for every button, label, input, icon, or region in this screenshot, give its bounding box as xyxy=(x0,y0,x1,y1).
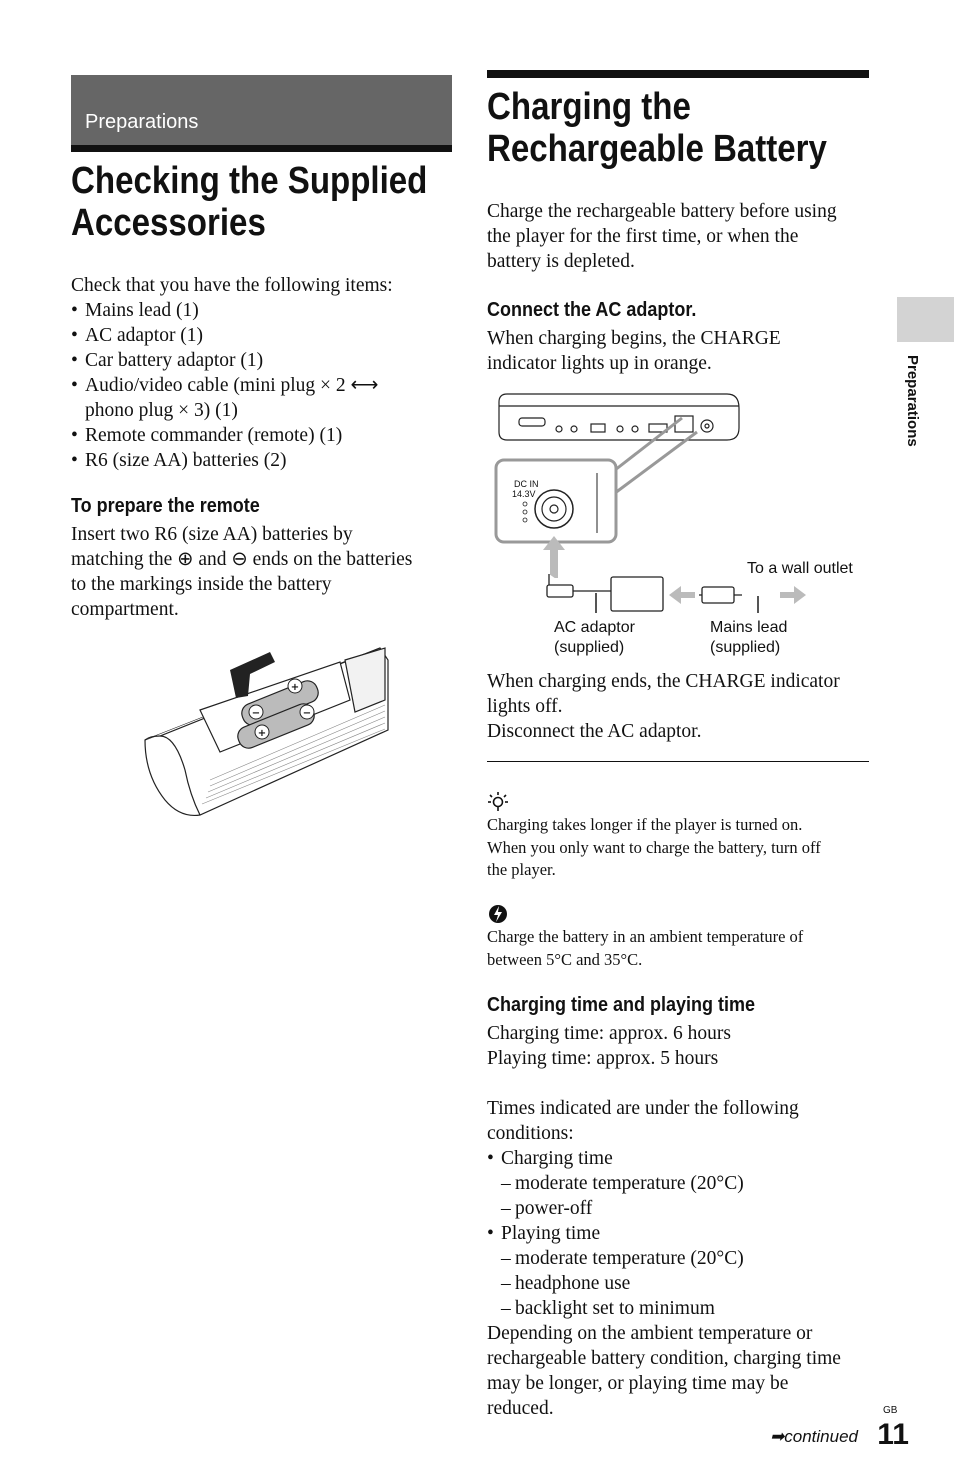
charging-end-text xyxy=(487,669,869,744)
remote-text-part: ends on the batteries xyxy=(252,549,413,570)
voltage-label: 14.3V xyxy=(512,489,536,499)
page-number: 11 xyxy=(877,1418,909,1451)
list-item: • AC adaptor (1) xyxy=(71,323,451,348)
intro-line: the player for the first time, or when the xyxy=(487,226,799,247)
side-tab xyxy=(897,297,954,342)
end-line: Disconnect the AC adaptor. xyxy=(487,721,702,742)
list-item-continuation: phono plug × 3) (1) xyxy=(85,400,238,421)
depend-line: Depending on the ambient temperature or xyxy=(487,1323,813,1344)
continued-text: continued xyxy=(784,1427,858,1446)
condition-label: Playing time xyxy=(501,1223,601,1244)
remote-text-line xyxy=(71,547,451,572)
connect-heading-text: Connect the AC adaptor. xyxy=(487,299,697,321)
conditions-line: conditions: xyxy=(487,1123,574,1144)
svg-text:+: + xyxy=(257,728,267,739)
remote-heading-text: To prepare the remote xyxy=(71,495,260,517)
connect-text xyxy=(487,326,869,376)
charging-intro xyxy=(487,199,869,274)
mains-lead-label xyxy=(710,618,787,658)
accessories-intro: Check that you have the following items: xyxy=(71,275,393,296)
note-line: Charge the battery in an ambient temperature of xyxy=(487,927,804,946)
spacer xyxy=(487,1071,869,1096)
svg-text:+: + xyxy=(290,682,300,693)
ac-adaptor-icon xyxy=(611,577,663,611)
section-banner xyxy=(71,75,452,145)
side-section-label-text: Preparations xyxy=(904,355,921,447)
tip-line: Charging takes longer if the player is turned on. xyxy=(487,815,803,834)
tip-line: the player. xyxy=(487,860,556,879)
connect-line: When charging begins, the CHARGE xyxy=(487,328,781,349)
end-line: lights off. xyxy=(487,696,563,717)
side-section-label xyxy=(903,355,923,475)
remote-text-part: and xyxy=(198,549,227,570)
list-item: • Car battery adaptor (1) xyxy=(71,348,451,373)
section-label: Preparations xyxy=(85,111,199,133)
condition-detail: – power-off xyxy=(487,1196,869,1221)
depend-line: may be longer, or playing time may be xyxy=(487,1373,789,1394)
remote-text-line: compartment. xyxy=(71,599,179,620)
list-item xyxy=(487,1146,869,1221)
condition-label: Charging time xyxy=(501,1148,613,1169)
list-item-text: Audio/video cable (mini plug × 2 ⟷ xyxy=(85,375,379,396)
list-item: • R6 (size AA) batteries (2) xyxy=(71,448,451,473)
left-title xyxy=(71,160,481,244)
condition-detail: – backlight set to minimum xyxy=(487,1296,869,1321)
plus-icon: ⊕ xyxy=(177,549,194,570)
remote-heading xyxy=(71,494,281,518)
accessories-list xyxy=(71,298,451,473)
minus-icon: ⊖ xyxy=(231,549,248,570)
ac-adaptor-label-line: (supplied) xyxy=(554,639,625,656)
intro-line: battery is depleted. xyxy=(487,251,635,272)
right-title xyxy=(487,86,878,170)
time-heading xyxy=(487,993,785,1017)
left-title-line-1: Checking the Supplied xyxy=(71,160,428,202)
note-text xyxy=(487,926,869,971)
ac-adaptor-label xyxy=(554,618,635,658)
depend-line: reduced. xyxy=(487,1398,554,1419)
end-line: When charging ends, the CHARGE indicator xyxy=(487,671,840,692)
condition-detail: – moderate temperature (20°C) xyxy=(487,1246,869,1271)
condition-detail: – headphone use xyxy=(487,1271,869,1296)
remote-instructions xyxy=(71,522,451,622)
intro-line: Charge the rechargeable battery before using xyxy=(487,201,837,222)
left-arrow-icon xyxy=(669,586,695,604)
list-item xyxy=(71,373,451,423)
accessories-list-block xyxy=(71,273,451,473)
svg-text:−: − xyxy=(251,708,261,719)
time-heading-text: Charging time and playing time xyxy=(487,994,756,1016)
times-block xyxy=(487,1021,869,1421)
right-title-rule xyxy=(487,70,869,78)
list-item: • Mains lead (1) xyxy=(71,298,451,323)
right-title-line-2: Rechargeable Battery xyxy=(487,128,827,170)
remote-text-line: Insert two R6 (size AA) batteries by xyxy=(71,524,353,545)
mains-plug-icon xyxy=(702,587,734,603)
conditions-line: Times indicated are under the following xyxy=(487,1098,799,1119)
connect-line: indicator lights up in orange. xyxy=(487,353,712,374)
connect-heading xyxy=(487,298,720,322)
region-code: GB xyxy=(883,1405,898,1416)
ac-adaptor-label-line: AC adaptor xyxy=(554,619,635,636)
charging-diagram xyxy=(487,388,869,663)
right-arrow-icon xyxy=(780,586,806,604)
left-title-line-2: Accessories xyxy=(71,202,266,244)
playing-time: Playing time: approx. 5 hours xyxy=(487,1048,719,1069)
mains-lead-label-line: (supplied) xyxy=(710,639,781,656)
tip-line: When you only want to charge the battery, turn off xyxy=(487,837,821,857)
tip-text xyxy=(487,814,869,882)
remote-battery-illustration xyxy=(140,640,390,820)
charging-time: Charging time: approx. 6 hours xyxy=(487,1023,731,1044)
condition-detail: – moderate temperature (20°C) xyxy=(487,1171,869,1196)
note-line: between 5°C and 35°C. xyxy=(487,949,643,969)
divider xyxy=(487,761,869,762)
continued-note xyxy=(770,1427,858,1447)
wall-outlet-label: To a wall outlet xyxy=(747,560,853,577)
depend-line: rechargeable battery condition, charging time xyxy=(487,1348,841,1369)
remote-text-line: to the markings inside the battery xyxy=(71,574,332,595)
right-title-line-1: Charging the xyxy=(487,86,691,128)
remote-text-part: matching the xyxy=(71,549,173,570)
section-banner-rule xyxy=(71,145,452,152)
list-item: • Remote commander (remote) (1) xyxy=(71,423,451,448)
tip-lightbulb-icon xyxy=(487,791,509,813)
svg-text:−: − xyxy=(302,708,312,719)
mains-lead-label-line: Mains lead xyxy=(710,619,788,636)
note-caution-icon xyxy=(487,903,509,925)
list-item xyxy=(487,1221,869,1321)
conditions-list xyxy=(487,1146,869,1321)
arrow-right-icon: ➡ xyxy=(770,1427,785,1446)
dc-in-label: DC IN xyxy=(514,479,539,489)
